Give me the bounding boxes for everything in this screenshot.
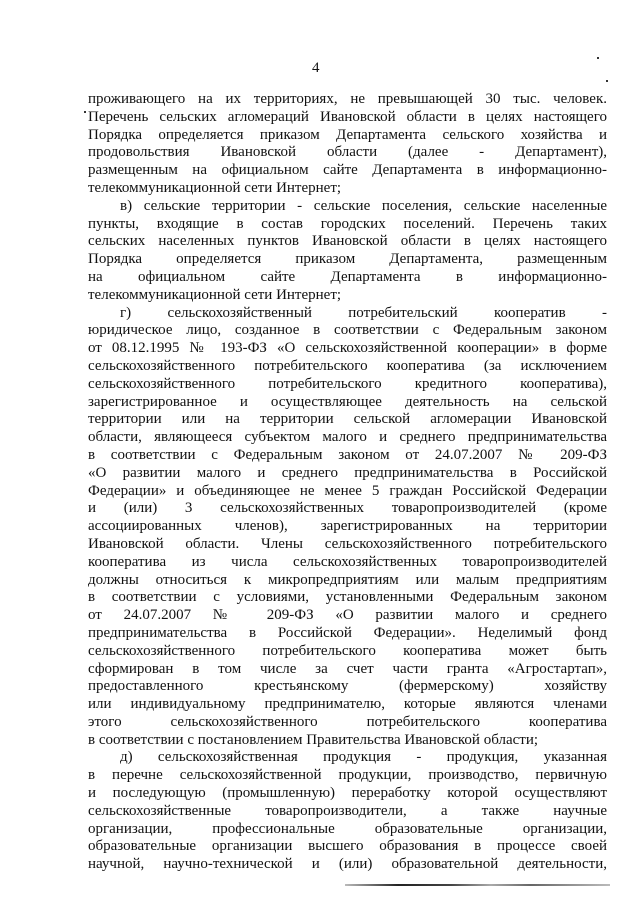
text-line: этого сельскохозяйственного потребительского кооператива [88,713,607,730]
text-line: или индивидуальному предпринимателю, которые являются членами [88,696,607,713]
text-line: от 08.12.1995 № 193-ФЗ «О сельскохозяйственной кооперации» в форме [88,340,607,357]
text-line: Порядка определяется приказом Департамента, размещенным [88,251,607,268]
text-line: зарегистрированное и осуществляющее деятельность на сельской [88,393,607,410]
text-line: сельских населенных пунктов Ивановской области в целях настоящего [88,233,607,250]
text-line: кооператива из числа сельскохозяйственных товаропроизводителей [88,553,607,570]
text-line: предпринимательства в Российской Федерации». Неделимый фонд [88,624,607,641]
text-line: от 24.07.2007 № 209-ФЗ «О развитии малого и среднего [88,607,607,624]
text-line: в соответствии с условиями, установленными Федеральным законом [88,589,607,606]
text-line: продовольствия Ивановской области (далее - Департамент), [88,144,607,161]
text-line: сформирован в том числе за счет части гранта «Агростартап», [88,660,607,677]
text-line: на официальном сайте Департамента в информационно- [88,268,607,285]
scan-speck [84,111,86,113]
text-line: проживающего на их территориях, не превышающей 30 тыс. человек. [88,91,607,107]
scan-speck [606,80,608,82]
text-line: телекоммуникационной сети Интернет; [88,286,342,303]
text-line: Ивановской области. Члены сельскохозяйственного потребительского [88,535,607,552]
text-line: «О развитии малого и среднего предпринимательства в Российской [88,464,607,481]
text-line: и последующую (промышленную) переработку которой осуществляют [88,785,607,802]
text-line: размещенным на официальном сайте Департамента в информационно- [88,162,607,179]
text-line: в) сельские территории - сельские поселения, сельские населенные [120,197,607,214]
text-line: территории или на территории сельской агломерации Ивановской [88,411,607,428]
text-line: сельскохозяйственного потребительского кредитного кооператива), [88,375,607,392]
text-line: сельскохозяйственного потребительского кооператива может быть [88,642,607,659]
text-line: пункты, входящие в состав городских поселений. Перечень таких [88,215,607,232]
text-line: научной, научно-технической и (или) образовательной деятельности, [88,856,607,873]
text-line: г) сельскохозяйственный потребительский кооператив - [120,304,607,321]
text-line: юридическое лицо, созданное в соответствии с Федеральным законом [88,322,607,339]
text-line: Федерации» и объединяющее не менее 5 граждан Российской Федерации [88,482,607,499]
scan-speck [597,57,599,59]
text-line: Порядка определяется приказом Департамента сельского хозяйства и [88,126,607,143]
text-line: д) сельскохозяйственная продукция - продукция, указанная [120,749,607,766]
text-line: Перечень сельских агломераций Ивановской области в целях настоящего [88,108,607,125]
text-line: организации, профессиональные образовательные организации, [88,820,607,837]
document-body [88,91,607,874]
text-line: в соответствии с Федеральным законом от 24.07.2007 № 209-ФЗ [88,446,607,463]
text-line: телекоммуникационной сети Интернет; [88,179,342,196]
text-line: области, являющееся субъектом малого и среднего предпринимательства [88,429,607,446]
text-line: сельскохозяйственные товаропроизводители, а также научные [88,802,607,819]
text-line: в соответствии с постановлением Правительства Ивановской области; [88,731,539,748]
scan-artifact-line [345,884,610,886]
page-number: 4 [312,60,320,76]
text-line: в перечне сельскохозяйственной продукции, производство, первичную [88,767,607,784]
text-line: образовательные организации высшего образования в процессе своей [88,838,607,855]
text-line: и (или) 3 сельскохозяйственных товаропроизводителей (кроме [88,500,607,517]
text-line: сельскохозяйственного потребительского кооператива (за исключением [88,357,607,374]
text-line: должны относиться к микропредприятиям или малым предприятиям [88,571,607,588]
text-line: предоставленного крестьянскому (фермерскому) хозяйству [88,678,607,695]
text-line: ассоциированных членов), зарегистрированных на территории [88,518,607,535]
